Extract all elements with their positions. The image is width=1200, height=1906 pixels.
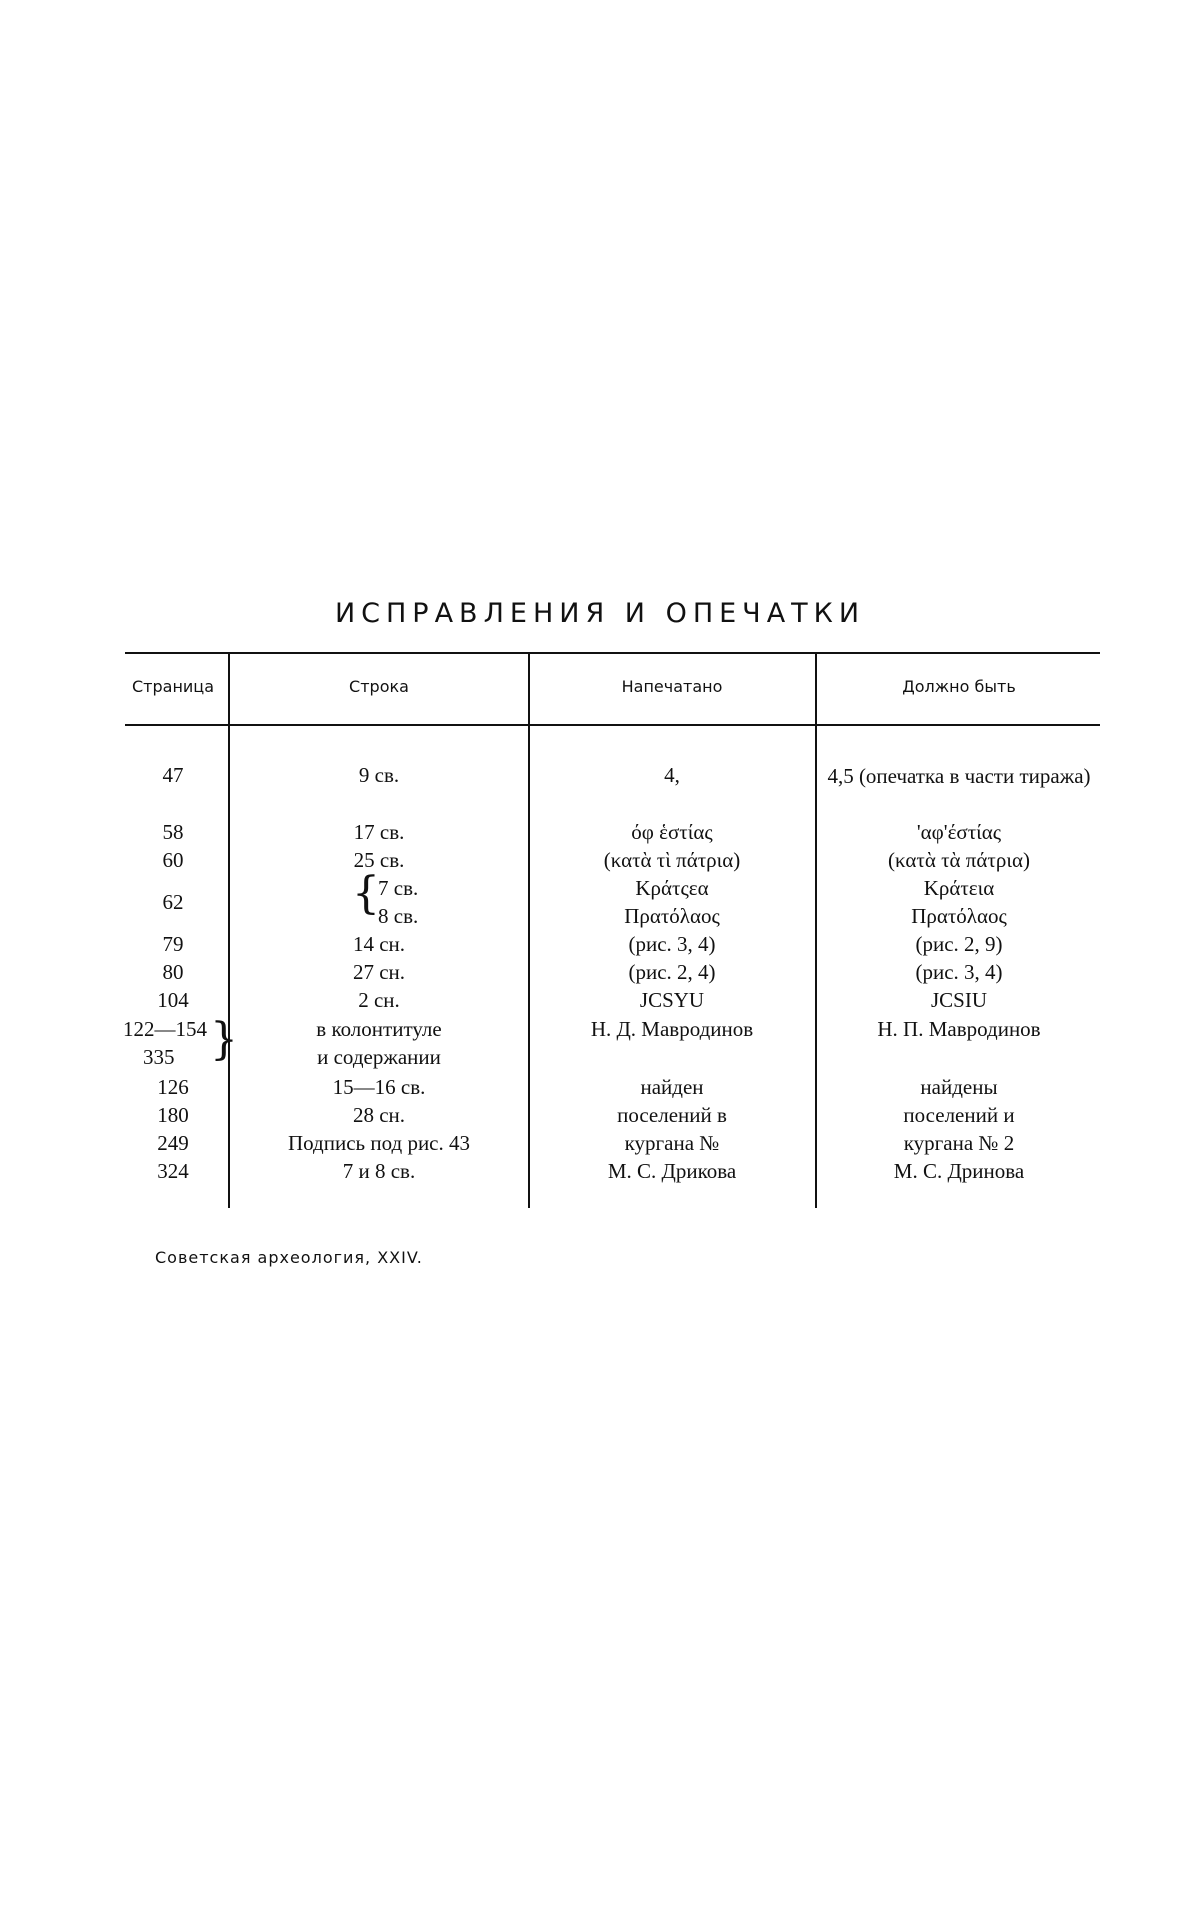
table-row-line: 8 св.	[378, 904, 419, 928]
table-row-correct: найдены	[920, 1075, 998, 1099]
table-row-page: 79	[162, 932, 184, 956]
table-row-correct: JCSIU	[930, 988, 988, 1012]
table-row-printed: (рис. 2, 4)	[628, 960, 716, 984]
table-row-correct: 'αφ'έστίας	[916, 820, 1002, 844]
table-row-page: 122—154	[123, 1017, 207, 1041]
table-row-line: Подпись под рис. 43	[288, 1131, 470, 1155]
header-should-be: Должно быть	[902, 677, 1016, 696]
table-row-printed: (κατὰ τὶ πάτρια)	[603, 848, 741, 872]
table-row-page: 47	[162, 763, 184, 787]
table-row-correct: (κατὰ τὰ πάτρια)	[888, 848, 1030, 872]
table-row-line: 14 сн.	[352, 932, 406, 956]
table-row-printed: поселений в	[617, 1103, 727, 1127]
table-row-line: 7 св.	[378, 876, 419, 900]
table-header-rule	[125, 724, 1100, 726]
table-row-line: 9 св.	[358, 763, 400, 787]
right-brace: }	[210, 1014, 238, 1065]
table-row-correct: (рис. 3, 4)	[915, 960, 1003, 984]
table-row-printed: όφ ἑστίας	[631, 820, 713, 844]
page-title: ИСПРАВЛЕНИЯ И ОПЕЧАТКИ	[334, 598, 866, 629]
table-row-line: 7 и 8 св.	[342, 1159, 416, 1183]
table-top-rule	[125, 652, 1100, 654]
table-row-printed: (рис. 3, 4)	[628, 932, 716, 956]
table-row-line: и содержании	[317, 1045, 441, 1069]
footer-note: Советская археология, XXIV.	[155, 1248, 423, 1267]
table-row-page: 80	[162, 960, 184, 984]
table-row-printed: найден	[640, 1075, 704, 1099]
column-divider-1	[228, 652, 230, 724]
table-row-page: 126	[157, 1075, 189, 1099]
table-row-printed: 4,	[664, 763, 680, 787]
table-row-line: 27 сн.	[352, 960, 406, 984]
table-row-printed: Κράτςεα	[635, 876, 709, 900]
table-row-line: 25 св.	[353, 848, 405, 872]
table-row-correct: поселений и	[903, 1103, 1015, 1127]
table-row-page: 58	[162, 820, 184, 844]
table-row-page: 249	[157, 1131, 189, 1155]
table-row-line: 15—16 св.	[332, 1075, 426, 1099]
table-row-line: 17 св.	[353, 820, 405, 844]
table-row-page: 60	[162, 848, 184, 872]
header-line: Строка	[349, 677, 409, 696]
table-row-correct: кургана № 2	[903, 1131, 1015, 1155]
table-row-printed: Н. Д. Мавродинов	[590, 1017, 754, 1041]
header-page: Страница	[131, 677, 214, 696]
table-row-printed: JCSYU	[639, 988, 705, 1012]
table-row-page: 180	[157, 1103, 189, 1127]
table-row-correct: Н. П. Мавродинов	[877, 1017, 1041, 1041]
table-row-page: 324	[157, 1159, 189, 1183]
table-row-line: в колонтитуле	[316, 1017, 442, 1041]
column-divider-1-body	[228, 726, 230, 1208]
table-row-correct: Κράτεια	[923, 876, 995, 900]
left-brace: {	[352, 868, 380, 919]
table-row-correct: М. С. Дринова	[893, 1159, 1025, 1183]
correct-text: 4,5 (опечатка в части тиража)	[827, 764, 1091, 788]
table-row-correct: Πρατόλαος	[911, 904, 1007, 928]
table-row-page: 104	[157, 988, 189, 1012]
table-row-line: 2 сн.	[358, 988, 400, 1012]
table-row-printed: кургана №	[624, 1131, 720, 1155]
table-row-printed: М. С. Дрикова	[607, 1159, 737, 1183]
table-row-printed: Πρατόλαος	[624, 904, 720, 928]
table-row-page: 335	[143, 1045, 175, 1069]
table-row-correct	[818, 761, 1100, 791]
header-printed: Напечатано	[621, 677, 723, 696]
table-row-line: 28 сн.	[352, 1103, 406, 1127]
table-row-correct: (рис. 2, 9)	[915, 932, 1003, 956]
table-row-page: 62	[162, 890, 184, 914]
column-divider-3	[815, 652, 817, 1208]
